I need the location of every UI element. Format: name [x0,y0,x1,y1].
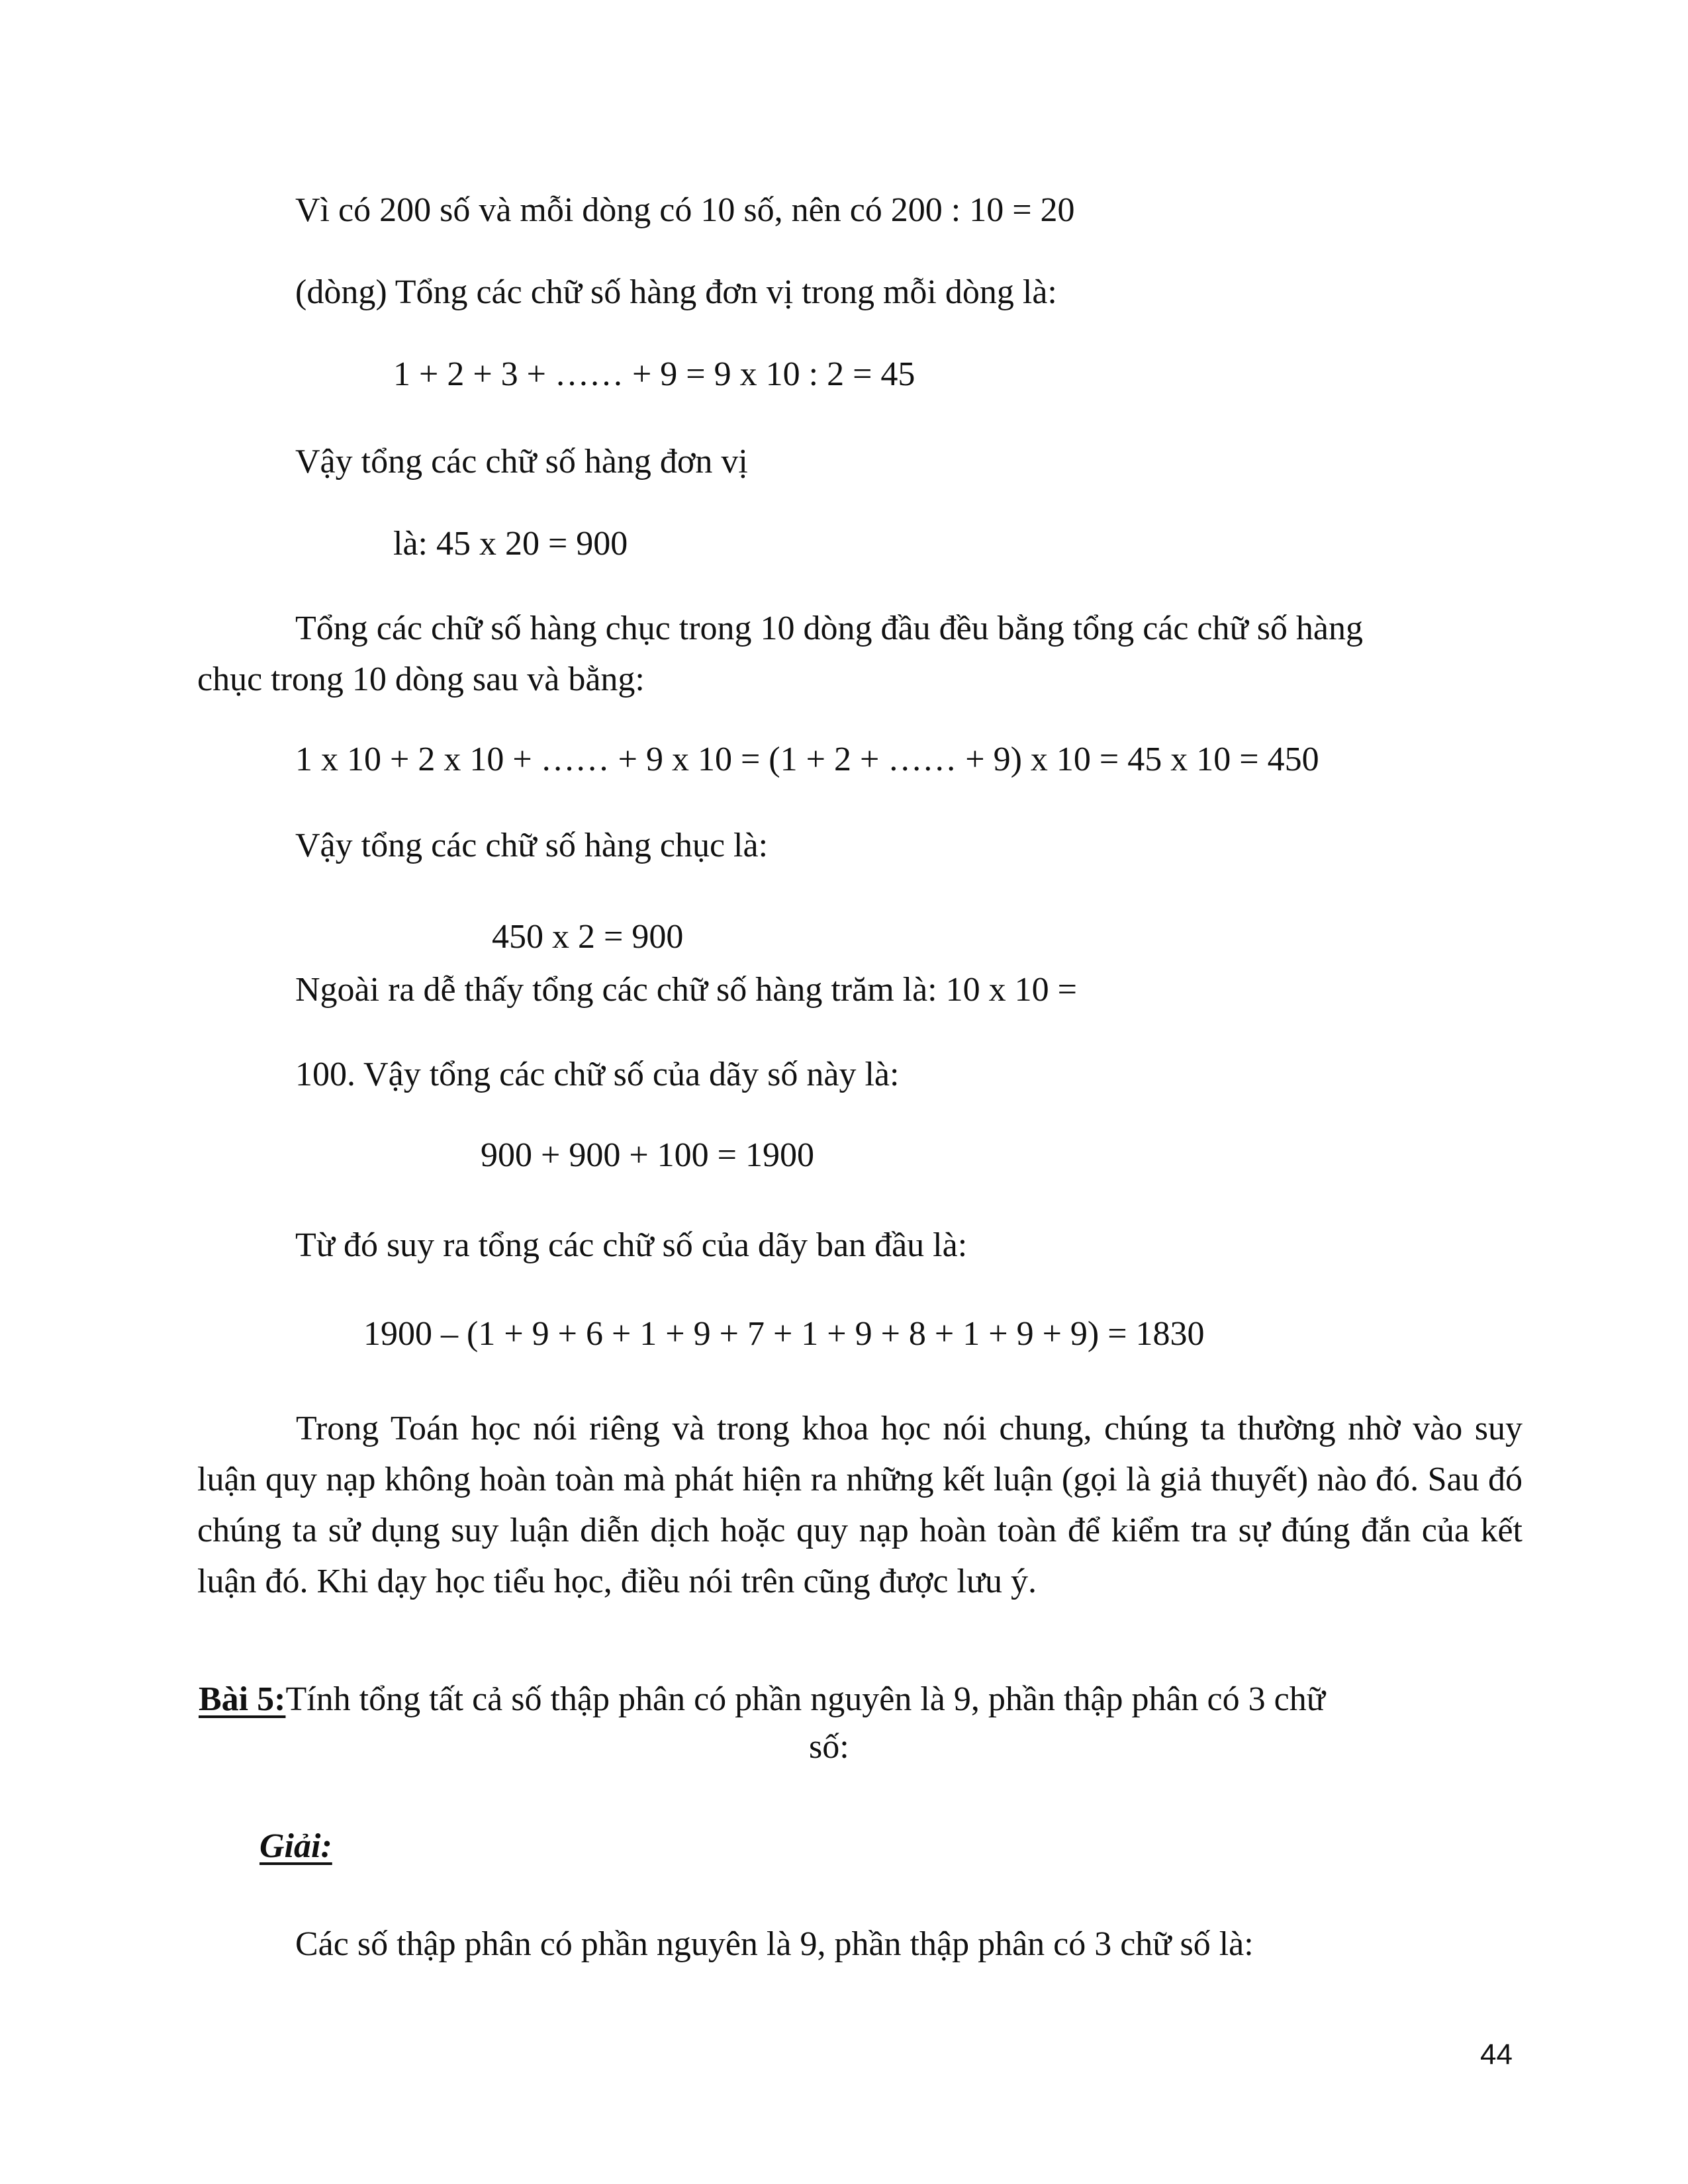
exercise-text-continued: số: [809,1728,849,1766]
equation-line: 900 + 900 + 100 = 1900 [481,1136,814,1174]
solution-label: Giải: [259,1827,332,1865]
text-line: Vậy tổng các chữ số hàng chục là: [295,827,769,864]
text-line: Từ đó suy ra tổng các chữ số của dãy ban đầu là: [295,1226,968,1264]
solution-heading [259,1827,332,1866]
text-line: Vậy tổng các chữ số hàng đơn vị [295,443,748,480]
text-line: Vì có 200 số và mỗi dòng có 10 số, nên có 200 : 10 = 20 [295,191,1075,229]
exercise-heading [199,1680,1325,1719]
text-line: chục trong 10 dòng sau và bằng: [197,660,645,698]
paragraph-text: Trong Toán học nói riêng và trong khoa học nói chung, chúng ta thường nhờ vào suy luận quy nạp không hoàn toàn mà phát hiện ra những kết luận (gọi là giả thuyết) nào đó. Sau đó chúng ta sử dụng suy luận diễn dịch hoặc quy nạp hoàn toàn để kiểm tra sự đúng đắn của kết luận đó. Khi dạy học tiểu học, điều nói trên cũng được lưu ý. [197,1410,1523,1600]
equation-line: 1 + 2 + 3 + …… + 9 = 9 x 10 : 2 = 45 [393,355,915,393]
exercise-text: Tính tổng tất cả số thập phân có phần nguyên là 9, phần thập phân có 3 chữ [285,1680,1325,1718]
text-line: (dòng) Tổng các chữ số hàng đơn vị trong mỗi dòng là: [295,273,1057,311]
equation-line: 1900 – (1 + 9 + 6 + 1 + 9 + 7 + 1 + 9 + 8 + 1 + 9 + 9) = 1830 [363,1315,1205,1353]
equation-line: là: 45 x 20 = 900 [393,525,628,563]
text-line: Các số thập phân có phần nguyên là 9, phần thập phân có 3 chữ số là: [295,1925,1254,1963]
exercise-label: Bài 5: [199,1680,286,1718]
body-paragraph [197,1403,1523,1607]
text-line: Tổng các chữ số hàng chục trong 10 dòng đầu đều bằng tổng các chữ số hàng [295,610,1364,647]
equation-line: 450 x 2 = 900 [492,918,684,956]
text-line: 100. Vậy tổng các chữ số của dãy số này là: [295,1056,900,1093]
text-line: Ngoài ra dễ thấy tổng các chữ số hàng trăm là: 10 x 10 = [295,971,1077,1009]
page-number: 44 [1480,2038,1513,2071]
equation-line: 1 x 10 + 2 x 10 + …… + 9 x 10 = (1 + 2 + …… + 9) x 10 = 45 x 10 = 450 [295,741,1319,778]
